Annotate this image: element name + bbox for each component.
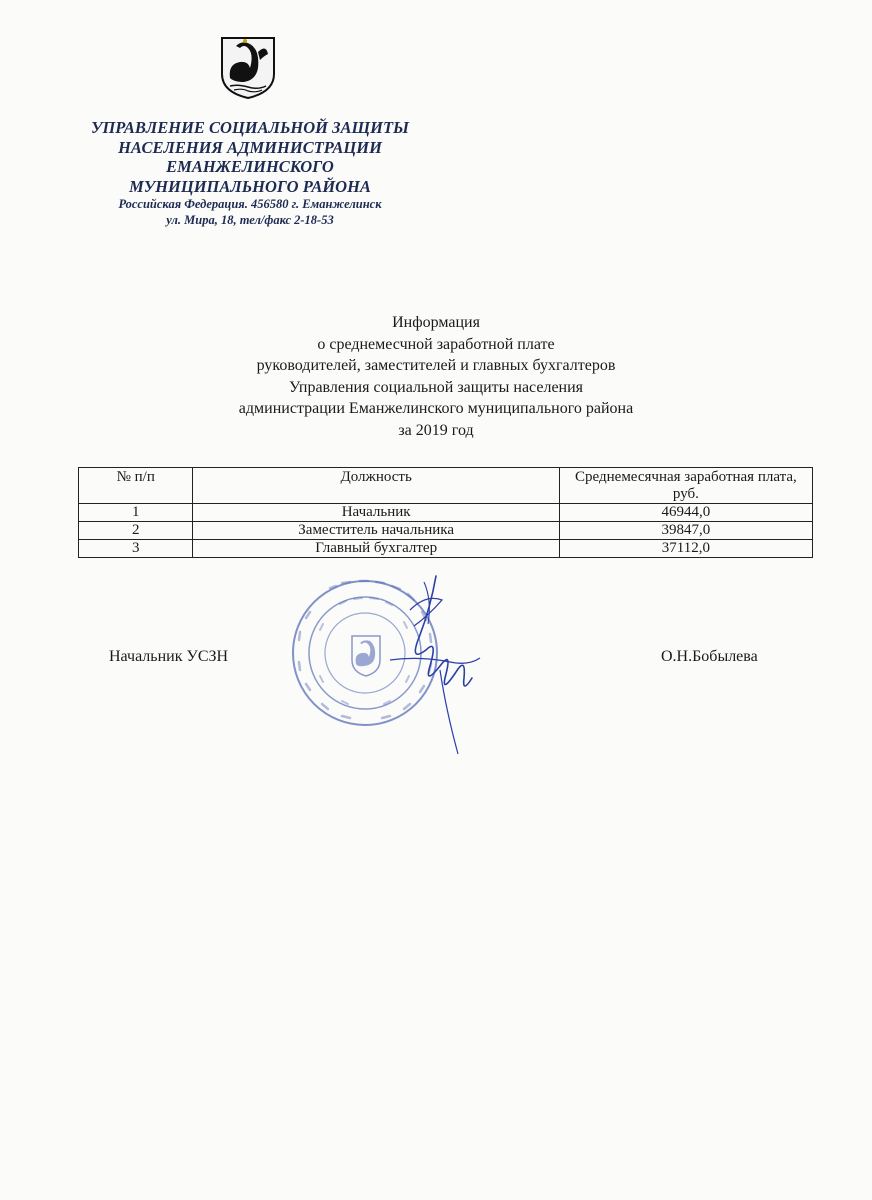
signatory-position: Начальник УСЗН xyxy=(109,648,229,665)
org-address-line-2: ул. Мира, 18, тел/факс 2-18-53 xyxy=(166,213,334,227)
title-line-6: за 2019 год xyxy=(398,421,474,439)
table-header-row xyxy=(79,468,813,504)
title-line-1: Информация xyxy=(392,314,480,331)
org-name-line-3: ЕМАНЖЕЛИНСКОГО xyxy=(166,157,334,176)
row-number: 2 xyxy=(79,522,193,540)
title-line-5: администрации Еманжелинского муниципального района xyxy=(238,400,634,417)
title-line-4: Управления социальной защиты населения xyxy=(288,378,584,396)
header-position: Должность xyxy=(193,468,559,504)
handwritten-signature-icon xyxy=(380,570,490,760)
coat-of-arms-icon xyxy=(218,34,278,100)
org-name-line-4: МУНИЦИПАЛЬНОГО РАЙОНА xyxy=(129,176,371,196)
row-position: Заместитель начальника xyxy=(193,522,559,540)
row-position: Главный бухгалтер xyxy=(193,540,559,558)
title-line-2: о среднемесчной заработной плате xyxy=(317,335,555,353)
row-salary: 37112,0 xyxy=(559,540,812,558)
header-number: № п/п xyxy=(79,468,193,504)
document-title xyxy=(0,312,872,441)
salary-table xyxy=(78,467,813,558)
signatory-name: О.Н.Бобылева xyxy=(661,648,758,665)
table-row xyxy=(79,540,813,558)
table-row xyxy=(79,522,813,540)
organization-header xyxy=(70,118,430,228)
row-salary: 39847,0 xyxy=(559,522,812,540)
table-row xyxy=(79,504,813,522)
title-line-3: руководителей, заместителей и главных бухгалтеров xyxy=(256,357,616,374)
header-salary: Среднемесячная заработная плата, руб. xyxy=(559,468,812,504)
row-number: 3 xyxy=(79,540,193,558)
row-number: 1 xyxy=(79,504,193,522)
row-position: Начальник xyxy=(193,504,559,522)
org-name-line-1: УПРАВЛЕНИЕ СОЦИАЛЬНОЙ ЗАЩИТЫ xyxy=(90,118,410,137)
row-salary: 46944,0 xyxy=(559,504,812,522)
org-name-line-2: НАСЕЛЕНИЯ АДМИНИСТРАЦИИ xyxy=(118,137,382,157)
org-address-line-1: Российская Федерация. 456580 г. Еманжелинск xyxy=(118,197,382,211)
